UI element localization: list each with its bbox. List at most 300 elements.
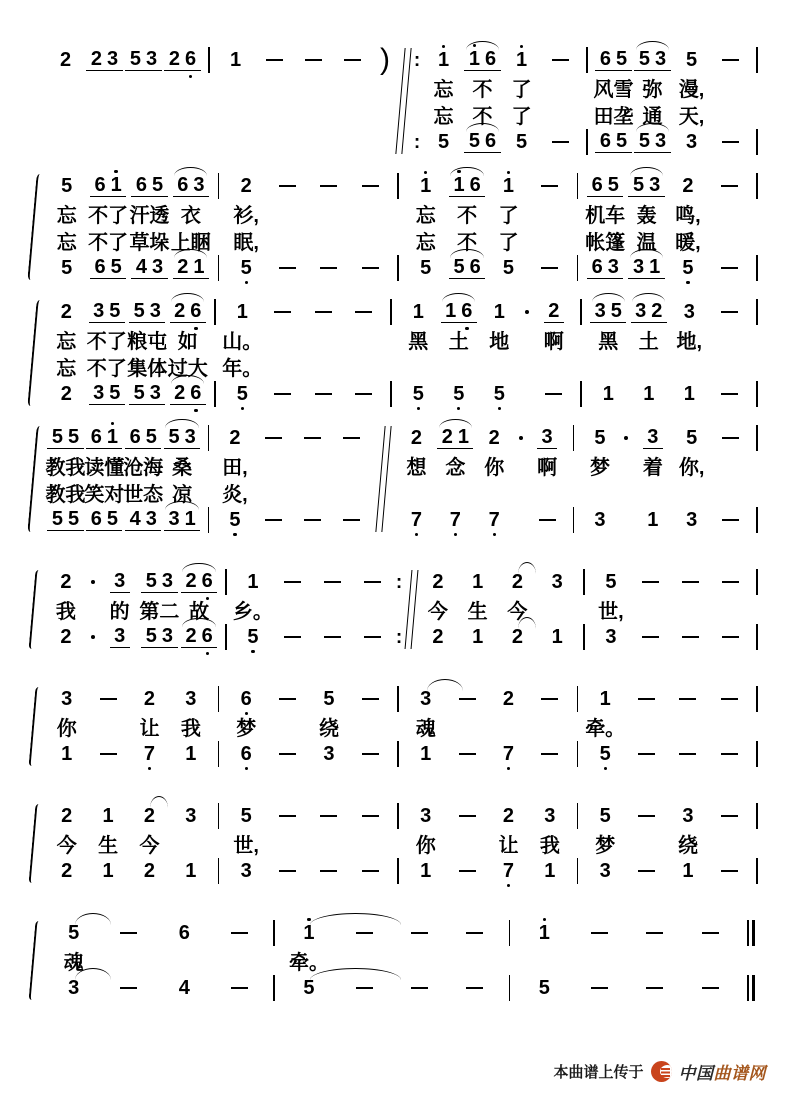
lyric-syllable: 让	[498, 835, 519, 857]
top-voice-cell	[580, 46, 594, 74]
dash-note	[545, 393, 562, 395]
barline	[756, 741, 758, 767]
dash-note	[591, 987, 608, 989]
top-voice-cell	[541, 46, 580, 74]
dash-note	[466, 932, 483, 934]
bottom-voice-cell	[594, 128, 633, 156]
note	[182, 689, 200, 709]
slur-arc	[171, 293, 204, 302]
lyric-row-1-cell	[446, 830, 487, 857]
note-digit: 3	[647, 426, 659, 448]
lyric-syllable: 田垄	[593, 106, 634, 128]
lyric-row-2-cell	[398, 101, 424, 128]
score-column	[281, 919, 336, 1002]
lyric-row-1-cell	[585, 713, 626, 740]
barline	[397, 741, 399, 767]
top-voice-cell	[267, 172, 308, 200]
lyric-row-1-cell	[391, 713, 405, 740]
barline	[580, 299, 582, 325]
note	[596, 861, 614, 881]
lyric-row-1-cell	[750, 713, 764, 740]
note-digit: 5	[323, 688, 335, 710]
barline	[577, 255, 579, 281]
note	[417, 861, 435, 881]
dash-note	[355, 311, 372, 313]
dash-note	[411, 932, 428, 934]
low-octave-dot	[457, 407, 460, 410]
dash-note	[591, 932, 608, 934]
lyric-row-1-cell	[267, 947, 281, 974]
note	[86, 427, 122, 449]
top-voice-cell	[216, 424, 255, 452]
top-voice-cell	[46, 46, 85, 74]
score-column	[140, 568, 180, 651]
lyric-row-1-cell	[534, 326, 575, 353]
note-digit: 5	[129, 48, 141, 70]
lyric-row-1-cell	[254, 452, 293, 479]
score-column	[86, 568, 100, 651]
lyric-row-2-cell	[667, 227, 708, 254]
lyric-syllable: 机车	[585, 205, 626, 227]
score-column	[303, 298, 344, 408]
note-digit: 1	[184, 508, 196, 530]
top-voice-cell	[667, 172, 708, 200]
note-digit: 3	[649, 174, 661, 196]
lyric-row-2-cell	[350, 227, 391, 254]
score-column	[100, 568, 140, 651]
lyric-syllable: 牵。	[585, 718, 626, 740]
note	[417, 176, 435, 196]
top-voice-cell	[750, 802, 764, 830]
score-column	[398, 298, 439, 408]
note-digit: 6	[129, 426, 141, 448]
bottom-voice-cell	[168, 380, 209, 408]
lyric-syllable: 过大	[167, 358, 208, 380]
top-voice-cell	[626, 685, 667, 713]
lyric-syllable: 年。	[222, 358, 263, 380]
note-digit: 5	[538, 977, 550, 999]
lyric-row-2-cell	[202, 101, 216, 128]
score-column	[750, 685, 764, 768]
lyric-row-1-cell	[100, 596, 140, 623]
bottom-voice-cell	[580, 128, 594, 156]
note-digit: 2	[185, 570, 197, 592]
barline	[214, 299, 216, 325]
note-digit: 5	[145, 625, 157, 647]
score-column	[581, 424, 620, 534]
lyric-syllable: 的	[109, 601, 130, 623]
bottom-voice-cell	[446, 254, 487, 282]
lyric-row-1-cell	[294, 74, 333, 101]
score-column	[502, 46, 541, 156]
top-voice-cell	[212, 685, 226, 713]
bottom-voice-cell	[398, 380, 439, 408]
top-voice-cell	[629, 298, 670, 326]
dash-note	[324, 636, 341, 638]
lyric-syllable: 风雪	[593, 79, 634, 101]
dash-note	[274, 311, 291, 313]
bottom-voice-cell	[140, 623, 180, 651]
lyric-syllable: 通	[642, 106, 663, 128]
lyric-row-1-cell	[212, 830, 226, 857]
lyric-row-1-cell	[626, 713, 667, 740]
note-digit: 5	[610, 300, 622, 322]
lyric-row-1-cell	[750, 452, 764, 479]
dash-note	[362, 870, 379, 872]
lyric-syllable: 地,	[676, 331, 703, 353]
note-digit: 5	[638, 130, 650, 152]
lyric-row-1-cell	[350, 830, 391, 857]
top-voice-cell	[671, 568, 711, 596]
score-column	[710, 298, 751, 408]
top-voice-cell	[124, 46, 163, 74]
lyric-row-1-cell	[87, 326, 128, 353]
lyric-syllable: 世,	[598, 601, 624, 623]
bottom-voice-cell	[46, 857, 87, 885]
bottom-voice-cell	[344, 380, 385, 408]
logo-stripes-icon	[661, 1068, 670, 1070]
note	[129, 301, 165, 323]
bottom-voice-cell	[202, 506, 216, 534]
bottom-voice-cell	[267, 974, 281, 1002]
top-voice-cell	[488, 802, 529, 830]
note-digit: 2	[60, 301, 72, 323]
note-digit: 1	[193, 256, 205, 278]
score-column	[447, 919, 502, 1002]
note	[680, 302, 698, 322]
lyric-row-1-cell	[87, 830, 128, 857]
bottom-voice-cell	[629, 380, 670, 408]
score-column	[633, 46, 672, 156]
bottom-voice-cell	[671, 623, 711, 651]
lyric-row-1-cell	[436, 452, 475, 479]
note-digit: 1	[104, 427, 120, 447]
note-digit: 5	[51, 508, 63, 530]
bottom-voice-cell	[750, 128, 764, 156]
lyric-syllable: 炎,	[222, 484, 248, 506]
lyric-syllable: 着	[642, 457, 663, 479]
lyric-row-2-cell	[750, 479, 764, 506]
note-digit: 3	[686, 509, 698, 531]
lyric-row-1-cell	[750, 200, 764, 227]
note-digit: 6	[459, 301, 475, 321]
dash-note	[265, 519, 282, 521]
note-digit: 2	[511, 626, 523, 648]
score-column	[580, 46, 594, 156]
barline	[756, 686, 758, 712]
bottom-voice-cell	[567, 506, 581, 534]
bottom-voice-cell	[585, 740, 626, 768]
lyric-syllable: 教我	[45, 457, 86, 479]
bar1	[747, 920, 749, 946]
note-digit: 1	[451, 175, 467, 195]
bottom-voice-cell	[667, 740, 708, 768]
lyric-syllable: 读懂	[84, 457, 125, 479]
score-column	[87, 298, 128, 408]
note-digit: 7	[447, 510, 463, 530]
tie-arc	[310, 913, 401, 925]
note-digit: 3	[68, 977, 80, 999]
low-octave-dot	[417, 407, 420, 410]
top-voice-cell	[87, 298, 128, 326]
dash-note	[539, 519, 556, 521]
lyric-syllable: 鸣,	[675, 205, 701, 227]
note-digit: 6	[199, 626, 215, 646]
note	[595, 49, 631, 71]
lyric-syllable: 魂	[63, 952, 84, 974]
note-digit: 3	[599, 860, 611, 882]
augmentation-dot	[624, 436, 628, 440]
note-digit: 3	[635, 300, 647, 322]
note-digit: 7	[500, 744, 516, 764]
note	[446, 510, 464, 530]
note-digit: 7	[141, 744, 157, 764]
note	[535, 923, 553, 943]
score-column	[503, 919, 517, 1002]
lyric-syllable: 生	[98, 835, 119, 857]
top-voice-cell	[585, 172, 626, 200]
bottom-voice-cell	[350, 857, 391, 885]
lyric-syllable: 粮屯	[127, 331, 168, 353]
bottom-voice-cell	[212, 857, 226, 885]
lyric-row-1-cell	[591, 596, 631, 623]
bottom-voice-cell	[371, 506, 397, 534]
lyric-row-2-cell	[333, 101, 372, 128]
lyric-row-1-cell	[672, 74, 711, 101]
lyric-syllable: 故	[189, 601, 210, 623]
lyric-row-1-cell	[571, 200, 585, 227]
top-voice-cell	[529, 802, 570, 830]
note	[244, 572, 262, 592]
note-digit: 2	[502, 805, 514, 827]
bottom-voice-cell	[667, 254, 708, 282]
lyric-row-2-cell	[710, 353, 751, 380]
score-column	[344, 298, 385, 408]
note	[164, 509, 200, 531]
lyric-syllable: 漫,	[678, 79, 705, 101]
score-column	[571, 802, 585, 885]
barline	[577, 803, 579, 829]
re-column	[392, 568, 418, 651]
lyric-syllable: 你,	[678, 457, 705, 479]
bottom-voice-cell	[750, 740, 764, 768]
note-digit: 1	[102, 805, 114, 827]
lyric-row-2-cell	[534, 353, 575, 380]
lyric-syllable: 不	[457, 205, 478, 227]
bottom-voice-cell	[436, 506, 475, 534]
dash-note	[722, 581, 739, 583]
note-digit: 1	[185, 860, 197, 882]
top-voice-cell	[581, 424, 620, 452]
lyric-row-1-cell	[581, 452, 620, 479]
barline	[208, 47, 210, 73]
note-digit: 2	[432, 571, 444, 593]
lyric-row-2-cell	[424, 101, 463, 128]
lyric-syllable: 不了	[88, 232, 129, 254]
dash-note	[279, 753, 296, 755]
lyric-row-2-cell	[127, 353, 168, 380]
low-octave-dot	[148, 767, 151, 770]
lyric-syllable: 帐篷	[585, 232, 626, 254]
barline	[390, 299, 392, 325]
note-digit: 5	[67, 508, 80, 530]
barline	[577, 858, 579, 884]
lyric-row-1-cell	[124, 452, 163, 479]
lyric-syllable: 了	[498, 205, 519, 227]
dash-note	[120, 932, 137, 934]
barline	[397, 803, 399, 829]
footer-credit	[553, 1059, 766, 1084]
lyric-row-1-cell	[405, 713, 446, 740]
note-digit: 2	[174, 300, 186, 322]
lyric-row-1-cell	[514, 452, 528, 479]
lyric-row-2-cell	[46, 227, 87, 254]
note	[182, 806, 200, 826]
note-digit: 1	[236, 301, 248, 323]
top-voice-cell	[439, 298, 480, 326]
bottom-voice-cell	[226, 857, 267, 885]
bottom-voice-cell	[502, 128, 541, 156]
dash-note	[682, 581, 699, 583]
note-digit: 5	[453, 256, 465, 278]
note	[129, 383, 165, 405]
note-digit: 3	[168, 508, 180, 530]
top-voice-cell	[517, 919, 572, 947]
note-digit: 3	[420, 688, 432, 710]
top-voice-cell	[226, 802, 267, 830]
barline	[218, 173, 220, 199]
lyric-row-1-cell	[537, 596, 577, 623]
dash-note	[722, 519, 739, 521]
note-digit: 3	[544, 805, 556, 827]
note-digit: 1	[420, 743, 432, 765]
score-column	[124, 424, 163, 534]
augmentation-dot	[525, 310, 529, 314]
bottom-voice-cell	[212, 974, 267, 1002]
lyric-row-1-cell	[85, 452, 124, 479]
note-digit: 6	[599, 130, 611, 152]
note	[591, 428, 609, 448]
note-digit: 3	[551, 571, 563, 593]
lyric-row-2-cell	[303, 353, 344, 380]
high-octave-dot	[111, 422, 114, 425]
note-digit: 1	[420, 860, 432, 882]
note	[599, 384, 617, 404]
score-column	[529, 685, 570, 768]
lyric-row-2-cell	[87, 227, 128, 254]
score-column	[711, 46, 750, 156]
dash-note	[305, 59, 322, 61]
lyric-row-1-cell	[86, 596, 100, 623]
lyric-row-1-cell	[170, 200, 211, 227]
lyric-row-1-cell	[446, 713, 487, 740]
augmentation-dot	[91, 580, 95, 584]
note	[409, 302, 427, 322]
dash-note	[702, 932, 719, 934]
note	[508, 627, 526, 647]
score-column	[46, 685, 87, 768]
note	[182, 744, 200, 764]
note	[57, 302, 75, 322]
lyric-row-1-cell	[669, 326, 710, 353]
lyric-syllable: 不了	[86, 358, 127, 380]
dash-note	[721, 698, 738, 700]
score-column	[571, 685, 585, 768]
score-column	[571, 172, 585, 282]
note-digit: 3	[193, 174, 205, 196]
lyric-syllable: 上睏	[170, 232, 211, 254]
lyric-row-1-cell	[129, 200, 170, 227]
lyric-syllable: 弥	[642, 79, 663, 101]
bottom-voice-cell	[750, 857, 764, 885]
bottom-voice-cell	[226, 740, 267, 768]
dash-note	[356, 987, 373, 989]
note	[110, 626, 130, 648]
note	[537, 427, 557, 449]
barline	[225, 624, 227, 650]
note-digit: 1	[472, 571, 484, 593]
note-digit: 3	[685, 131, 698, 153]
note-digit: 6	[178, 922, 190, 944]
lyric-syllable: 梦	[595, 835, 616, 857]
dash-note	[320, 267, 337, 269]
top-voice-cell	[308, 685, 349, 713]
lyric-syllable: 不	[457, 232, 478, 254]
tie-arc	[150, 796, 168, 808]
lyric-syllable: 你	[415, 835, 436, 857]
lyric-row-2-cell	[208, 353, 222, 380]
score-column	[567, 424, 581, 534]
bottom-voice-cell	[350, 254, 391, 282]
bottom-voice-cell	[294, 128, 333, 156]
top-voice-cell	[534, 298, 575, 326]
barline	[273, 920, 275, 946]
note	[173, 175, 209, 197]
site-logo-icon	[651, 1061, 672, 1082]
top-voice-cell	[585, 685, 626, 713]
score-column	[267, 685, 308, 768]
dash-note	[721, 870, 738, 872]
bottom-voice-cell	[254, 506, 293, 534]
lyric-row-1-cell	[233, 596, 273, 623]
note	[417, 689, 435, 709]
top-voice-cell	[529, 685, 570, 713]
note	[417, 806, 435, 826]
note	[587, 257, 623, 279]
bottom-voice-cell	[631, 623, 671, 651]
note-digit: 1	[185, 743, 197, 765]
bottom-voice-cell	[528, 506, 567, 534]
note-digit: 1	[102, 860, 114, 882]
bottom-voice-cell	[129, 740, 170, 768]
note-digit: 6	[469, 256, 481, 278]
bottom-voice-cell	[710, 380, 751, 408]
note-digit: 5	[168, 426, 180, 448]
lyric-syllable: 绕	[318, 718, 339, 740]
note-digit: 2	[548, 300, 560, 322]
score-column	[631, 568, 671, 651]
lyric-row-2-cell	[226, 227, 267, 254]
low-octave-dot	[507, 884, 510, 887]
note-digit: 5	[420, 257, 432, 279]
lyric-row-1-cell	[352, 596, 392, 623]
lyric-row-1-cell	[709, 713, 750, 740]
note	[86, 509, 122, 531]
lyric-syllable: 梦	[236, 718, 257, 740]
bottom-voice-cell	[46, 740, 87, 768]
lyric-row-2-cell	[520, 353, 534, 380]
score-column	[216, 46, 255, 156]
